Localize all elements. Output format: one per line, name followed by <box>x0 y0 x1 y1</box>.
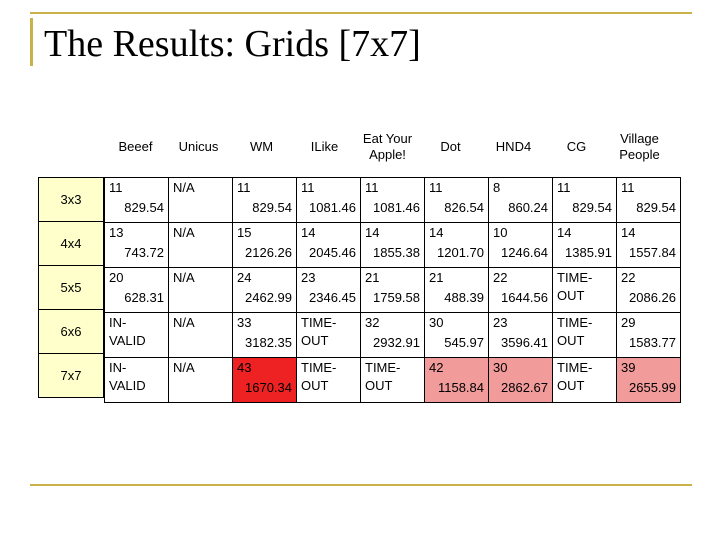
cell-secondary: 1855.38 <box>373 245 420 260</box>
cell-secondary: 829.54 <box>124 200 164 215</box>
cell-secondary: 2045.46 <box>309 245 356 260</box>
cell-secondary: 829.54 <box>572 200 612 215</box>
cell-secondary: 829.54 <box>252 200 292 215</box>
cell-primary: 32 <box>365 315 380 330</box>
cell-primary: TIME- <box>557 270 593 285</box>
cell-primary: 39 <box>621 360 636 375</box>
cell-secondary: 2932.91 <box>373 335 420 350</box>
cell-primary: TIME- <box>365 360 401 375</box>
table-cell <box>105 358 169 403</box>
column-header: Eat Your Apple! <box>362 131 413 162</box>
cell-primary: N/A <box>173 315 195 330</box>
cell-primary: 14 <box>621 225 636 240</box>
cell-primary: 23 <box>493 315 508 330</box>
cell-secondary: 3596.41 <box>501 335 548 350</box>
table-cell <box>553 268 617 313</box>
table-cell <box>425 313 489 358</box>
cell-secondary: 1644.56 <box>501 290 548 305</box>
cell-primary: 8 <box>493 180 501 195</box>
table-cell <box>425 358 489 403</box>
cell-primary: 30 <box>429 315 444 330</box>
table-cell <box>617 313 681 358</box>
bottom-rule <box>30 484 692 486</box>
cell-primary: IN- <box>109 315 127 330</box>
cell-primary: 14 <box>429 225 444 240</box>
row-header: 6x6 <box>38 309 104 354</box>
cell-primary: 11 <box>621 180 635 195</box>
table-cell <box>361 268 425 313</box>
cell-secondary: 2462.99 <box>245 290 292 305</box>
cell-primary: 33 <box>237 315 252 330</box>
cell-primary: 30 <box>493 360 508 375</box>
cell-primary: 11 <box>429 180 443 195</box>
cell-secondary: OUT <box>557 288 585 303</box>
column-header: Dot <box>440 139 461 154</box>
cell-secondary: 1385.91 <box>565 245 612 260</box>
cell-primary: 21 <box>365 270 380 285</box>
column-header: HND4 <box>495 139 532 154</box>
cell-primary: 11 <box>237 180 251 195</box>
row-header: 3x3 <box>38 177 104 222</box>
table-cell <box>105 313 169 358</box>
cell-primary: 24 <box>237 270 252 285</box>
table-cell <box>169 223 233 268</box>
table-cell <box>553 313 617 358</box>
table-cell <box>297 268 361 313</box>
top-rule <box>30 12 692 14</box>
table-cell <box>297 313 361 358</box>
cell-secondary: 628.31 <box>124 290 164 305</box>
cell-primary: TIME- <box>557 315 593 330</box>
table-cell <box>233 223 297 268</box>
table-cell <box>297 223 361 268</box>
cell-primary: 22 <box>493 270 508 285</box>
table-cell <box>297 178 361 223</box>
table-cell <box>169 358 233 403</box>
column-header: CG <box>566 139 587 154</box>
table-cell <box>233 313 297 358</box>
cell-primary: 11 <box>557 180 571 195</box>
cell-secondary: 2862.67 <box>501 380 548 395</box>
cell-secondary: 1158.84 <box>437 380 484 395</box>
cell-secondary: 860.24 <box>508 200 548 215</box>
cell-secondary: 2655.99 <box>629 380 676 395</box>
page-title: The Results: Grids [7x7] <box>44 23 421 65</box>
cell-primary: 11 <box>365 180 379 195</box>
cell-secondary: 488.39 <box>444 290 484 305</box>
cell-secondary: 2126.26 <box>245 245 292 260</box>
cell-primary: 13 <box>109 225 124 240</box>
table-cell <box>105 223 169 268</box>
table-cell <box>169 268 233 313</box>
cell-secondary: 829.54 <box>636 200 676 215</box>
table-cell <box>425 268 489 313</box>
cell-secondary: VALID <box>109 378 146 393</box>
cell-secondary: 1246.64 <box>501 245 548 260</box>
cell-primary: N/A <box>173 270 195 285</box>
results-table <box>104 177 681 403</box>
cell-secondary: 1670.34 <box>245 380 292 395</box>
table-row <box>105 178 681 223</box>
cell-primary: 29 <box>621 315 636 330</box>
table-cell <box>617 268 681 313</box>
cell-secondary: VALID <box>109 333 146 348</box>
cell-secondary: 3182.35 <box>245 335 292 350</box>
cell-primary: N/A <box>173 225 195 240</box>
cell-primary: TIME- <box>557 360 593 375</box>
cell-secondary: 2346.45 <box>309 290 356 305</box>
cell-primary: 14 <box>557 225 572 240</box>
title-accent-bar <box>30 18 33 66</box>
cell-primary: 43 <box>237 360 252 375</box>
table-cell <box>105 268 169 313</box>
table-cell <box>233 268 297 313</box>
table-cell <box>361 223 425 268</box>
cell-secondary: 1201.70 <box>437 245 484 260</box>
cell-primary: 15 <box>237 225 252 240</box>
cell-secondary: OUT <box>301 378 329 393</box>
table-cell <box>489 268 553 313</box>
column-header: WM <box>249 139 274 154</box>
table-cell <box>233 178 297 223</box>
table-cell <box>169 178 233 223</box>
table-cell <box>617 358 681 403</box>
table-cell <box>489 223 553 268</box>
cell-secondary: OUT <box>557 333 585 348</box>
cell-primary: 14 <box>365 225 380 240</box>
cell-primary: 21 <box>429 270 444 285</box>
column-header: Village People <box>619 131 660 162</box>
column-header: ILike <box>310 139 339 154</box>
table-cell <box>233 358 297 403</box>
cell-secondary: 1081.46 <box>373 200 420 215</box>
cell-secondary: OUT <box>365 378 393 393</box>
table-cell <box>617 178 681 223</box>
cell-primary: 23 <box>301 270 316 285</box>
row-header: 7x7 <box>38 353 104 398</box>
cell-primary: 42 <box>429 360 444 375</box>
table-cell <box>169 313 233 358</box>
table-cell <box>489 358 553 403</box>
cell-primary: 10 <box>493 225 508 240</box>
table-cell <box>489 313 553 358</box>
cell-primary: 11 <box>109 180 123 195</box>
table-cell <box>553 178 617 223</box>
cell-secondary: 1759.58 <box>373 290 420 305</box>
cell-primary: TIME- <box>301 315 337 330</box>
column-header: Unicus <box>178 139 219 154</box>
table-row <box>105 358 681 403</box>
table-cell <box>105 178 169 223</box>
cell-primary: IN- <box>109 360 127 375</box>
cell-primary: 14 <box>301 225 316 240</box>
cell-secondary: OUT <box>301 333 329 348</box>
table-cell <box>553 223 617 268</box>
row-header: 4x4 <box>38 221 104 266</box>
table-cell <box>425 223 489 268</box>
cell-primary: TIME- <box>301 360 337 375</box>
table-cell <box>297 358 361 403</box>
cell-secondary: 2086.26 <box>629 290 676 305</box>
cell-primary: N/A <box>173 360 195 375</box>
table-row <box>105 268 681 313</box>
table-cell <box>361 358 425 403</box>
table-cell <box>361 313 425 358</box>
cell-secondary: 743.72 <box>124 245 164 260</box>
table-row <box>105 313 681 358</box>
table-cell <box>361 178 425 223</box>
cell-secondary: 1557.84 <box>629 245 676 260</box>
table-cell <box>617 223 681 268</box>
table-row <box>105 223 681 268</box>
cell-secondary: 1081.46 <box>309 200 356 215</box>
cell-secondary: OUT <box>557 378 585 393</box>
cell-secondary: 545.97 <box>444 335 484 350</box>
cell-primary: 20 <box>109 270 124 285</box>
cell-primary: N/A <box>173 180 195 195</box>
table-cell <box>425 178 489 223</box>
cell-primary: 22 <box>621 270 636 285</box>
column-header: Beeef <box>118 139 153 154</box>
cell-primary: 11 <box>301 180 315 195</box>
table-cell <box>553 358 617 403</box>
table-cell <box>489 178 553 223</box>
row-header: 5x5 <box>38 265 104 310</box>
cell-secondary: 1583.77 <box>629 335 676 350</box>
cell-secondary: 826.54 <box>444 200 484 215</box>
